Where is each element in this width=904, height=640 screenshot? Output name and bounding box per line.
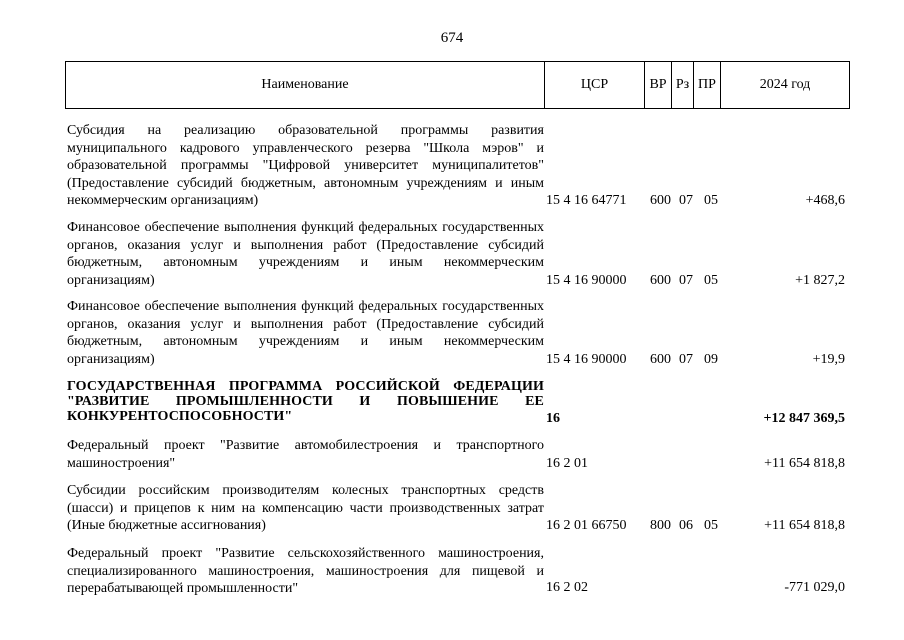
row-vr: 600 <box>650 273 671 288</box>
header-pr: ПР <box>694 62 721 109</box>
row-amount: +11 654 818,8 <box>764 518 845 533</box>
table-row <box>67 379 847 427</box>
row-amount: +468,6 <box>805 193 845 208</box>
table-row <box>67 122 847 209</box>
header-vr: ВР <box>645 62 672 109</box>
row-amount: +11 654 818,8 <box>764 456 845 471</box>
row-name: Субсидии российским производителям колесных транспортных средств (шасси) и прицепов к ним на компенсацию части производственных затрат (Иные бюджетные ассигнования) <box>67 483 544 533</box>
row-csr: 16 2 01 <box>546 456 588 471</box>
row-csr: 16 2 02 <box>546 580 588 595</box>
page-number: 674 <box>440 30 464 46</box>
header-rz: Рз <box>672 62 694 109</box>
row-rz: 07 <box>679 352 693 367</box>
header-year: 2024 год <box>721 62 850 109</box>
row-pr: 05 <box>704 518 718 533</box>
header-name: Наименование <box>66 62 545 109</box>
row-name: Субсидия на реализацию образовательной программы развития муниципального кадрового управленческого резерва "Школа мэров" и образовательной программы "Цифровой университет муниципалитетов" (Предоставление субсидий бюджетным, автономным учреждениям и иным некоммерческим организациям) <box>67 123 544 208</box>
row-amount: -771 029,0 <box>784 580 845 595</box>
table-row <box>67 298 847 368</box>
table-row <box>67 437 847 472</box>
row-pr: 05 <box>704 273 718 288</box>
row-name: Федеральный проект "Развитие сельскохозяйственного машиностроения, специализированного машиностроения, машиностроения для пищевой и перерабатывающей промышленности" <box>67 546 544 596</box>
row-pr: 05 <box>704 193 718 208</box>
row-name: Федеральный проект "Развитие автомобилестроения и транспортного машиностроения" <box>67 438 544 471</box>
table-row <box>67 482 847 534</box>
row-rz: 06 <box>679 518 693 533</box>
row-vr: 800 <box>650 518 671 533</box>
table-header <box>65 61 850 109</box>
row-vr: 600 <box>650 352 671 367</box>
row-amount: +1 827,2 <box>795 273 845 288</box>
row-csr: 15 4 16 90000 <box>546 352 627 367</box>
row-csr: 16 <box>546 411 560 426</box>
row-amount: +19,9 <box>812 352 845 367</box>
row-rz: 07 <box>679 273 693 288</box>
row-pr: 09 <box>704 352 718 367</box>
row-csr: 15 4 16 64771 <box>546 193 627 208</box>
table-row <box>67 219 847 289</box>
row-name: Финансовое обеспечение выполнения функций федеральных государственных органов, оказания услуг и выполнения работ (Предоставление субсидий бюджетным, автономным учреждениям и иным некоммерческим организациям) <box>67 299 544 367</box>
table-row <box>67 545 847 596</box>
row-csr: 15 4 16 90000 <box>546 273 627 288</box>
row-amount: +12 847 369,5 <box>763 411 845 426</box>
row-csr: 16 2 01 66750 <box>546 518 627 533</box>
row-name: ГОСУДАРСТВЕННАЯ ПРОГРАММА РОССИЙСКОЙ ФЕДЕРАЦИИ "РАЗВИТИЕ ПРОМЫШЛЕННОСТИ И ПОВЫШЕНИЕ ЕЕ КОНКУРЕНТОСПОСОБНОСТИ" <box>67 379 544 424</box>
row-rz: 07 <box>679 193 693 208</box>
row-name: Финансовое обеспечение выполнения функций федеральных государственных органов, оказания услуг и выполнения работ (Предоставление субсидий бюджетным, автономным учреждениям и иным некоммерческим организациям) <box>67 220 544 288</box>
row-vr: 600 <box>650 193 671 208</box>
header-csr: ЦСР <box>545 62 645 109</box>
